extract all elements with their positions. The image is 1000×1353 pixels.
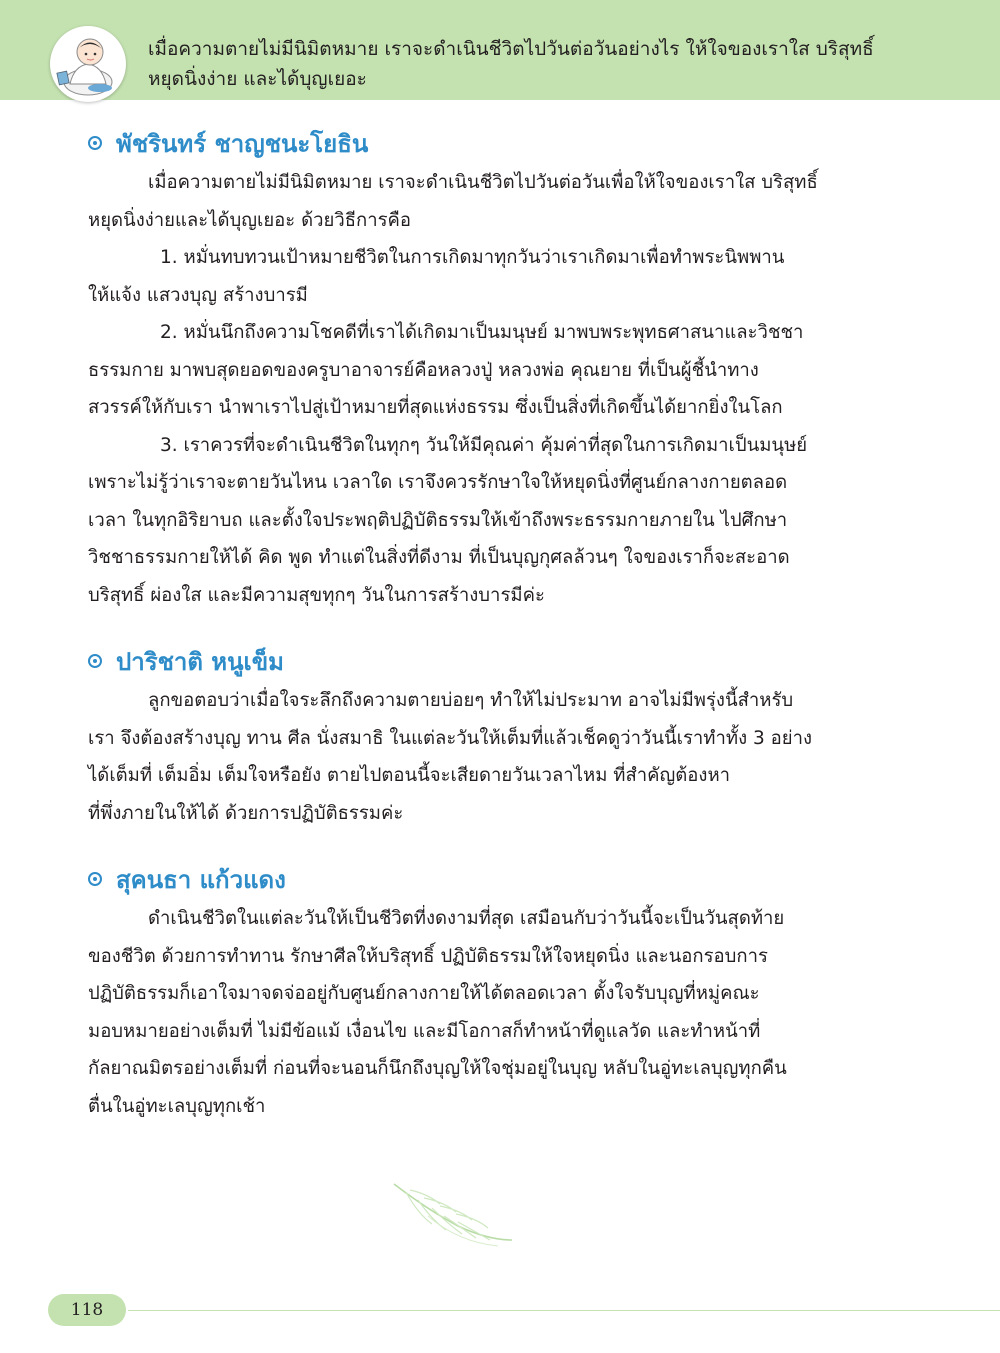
paragraph [88, 314, 854, 427]
text-line: วิชชาธรรมกายให้ได้ คิด พูด ทำแต่ในสิ่งที่ดีงาม ที่เป็นบุญกุศลล้วนๆ ใจของเราก็จะสะอาด [88, 547, 790, 568]
header-line-1: เมื่อความตายไม่มีนิมิตหมาย เราจะดำเนินชีวิตไปวันต่อวันอย่างไร ให้ใจของเราใส บริสุทธิ์ [148, 38, 874, 60]
paragraph [88, 900, 854, 1125]
monk-cartoon-icon-drawing [50, 26, 126, 102]
page-number: 118 [48, 1294, 126, 1326]
section-heading-text: สุคนธา แก้วแดง [116, 865, 286, 894]
text-line: ได้เต็มที่ เต็มอิ่ม เต็มใจหรือยัง ตายไปตอนนี้จะเสียดายวันเวลาไหม ที่สำคัญต้องหา [88, 765, 731, 786]
text-line: เพราะไม่รู้ว่าเราจะตายวันไหน เวลาใด เราจึงควรรักษาใจให้หยุดนิ่งที่ศูนย์กลางกายตลอด [88, 472, 788, 493]
section-heading [88, 122, 854, 164]
text-line: ให้แจ้ง แสวงบุญ สร้างบารมี [88, 284, 308, 306]
text-line: เมื่อความตายไม่มีนิมิตหมาย เราจะดำเนินชีวิตไปวันต่อวันเพื่อให้ใจของเราใส บริสุทธิ์ [148, 172, 818, 193]
text-line: 3. เราควรที่จะดำเนินชีวิตในทุกๆ วันให้มีคุณค่า คุ้มค่าที่สุดในการเกิดมาเป็นมนุษย์ [160, 434, 808, 456]
section-heading-text: ปาริชาติ หนูเข็ม [116, 647, 284, 676]
paragraph [88, 239, 854, 314]
bullet-icon [88, 872, 102, 886]
section-heading [88, 640, 854, 682]
text-line: ดำเนินชีวิตในแต่ละวันให้เป็นชีวิตที่งดงามที่สุด เสมือนกับว่าวันนี้จะเป็นวันสุดท้าย [148, 908, 785, 929]
bullet-icon [88, 136, 102, 150]
header-line-2: หยุดนิ่งง่าย และได้บุญเยอะ [148, 68, 367, 90]
section-heading [88, 858, 854, 900]
footer-divider [128, 1310, 1000, 1311]
header-title [148, 34, 978, 94]
feather-icon [388, 1180, 518, 1250]
text-line: เรา จึงต้องสร้างบุญ ทาน ศีล นั่งสมาธิ ในแต่ละวันให้เต็มที่แล้วเช็คดูว่าวันนี้เราทำทั้ง 3 อย่าง [88, 727, 813, 749]
text-line: บริสุทธิ์ ผ่องใส และมีความสุขทุกๆ วันในการสร้างบารมีค่ะ [88, 584, 545, 606]
text-line: หยุดนิ่งง่ายและได้บุญเยอะ ด้วยวิธีการคือ [88, 209, 412, 231]
section-3 [88, 858, 854, 1125]
text-line: ที่พึ่งภายในให้ได้ ด้วยการปฏิบัติธรรมค่ะ [88, 802, 404, 824]
text-line: 2. หมั่นนึกถึงความโชคดีที่เราได้เกิดมาเป็นมนุษย์ มาพบพระพุทธศาสนาและวิชชา [160, 322, 804, 343]
bullet-icon [88, 654, 102, 668]
monk-cartoon-icon [50, 26, 126, 102]
section-1 [88, 122, 854, 614]
section-2 [88, 640, 854, 832]
paragraph [88, 164, 854, 239]
text-line: ธรรมกาย มาพบสุดยอดของครูบาอาจารย์คือหลวงปู่ หลวงพ่อ คุณยาย ที่เป็นผู้ชี้นำทาง [88, 359, 759, 381]
text-line: ตื่นในอู่ทะเลบุญทุกเช้า [88, 1095, 266, 1117]
text-line: 1. หมั่นทบทวนเป้าหมายชีวิตในการเกิดมาทุกวันว่าเราเกิดมาเพื่อทำพระนิพพาน [160, 247, 785, 268]
text-line: ปฏิบัติธรรมก็เอาใจมาจดจ่ออยู่กับศูนย์กลางกายให้ได้ตลอดเวลา ตั้งใจรับบุญที่หมู่คณะ [88, 983, 760, 1004]
text-line: สวรรค์ให้กับเรา นำพาเราไปสู่เป้าหมายที่สุดแห่งธรรม ซึ่งเป็นสิ่งที่เกิดขึ้นได้ยากยิ่งในโลก [88, 397, 783, 418]
paragraph [88, 427, 854, 615]
section-heading-text: พัชรินทร์ ชาญชนะโยธิน [116, 129, 369, 158]
text-line: ลูกขอตอบว่าเมื่อใจระลึกถึงความตายบ่อยๆ ทำให้ไม่ประมาท อาจไม่มีพรุ่งนี้สำหรับ [148, 690, 794, 711]
text-line: เวลา ในทุกอิริยาบถ และตั้งใจประพฤติปฏิบัติธรรมให้เข้าถึงพระธรรมกายภายใน ไปศึกษา [88, 509, 788, 531]
paragraph [88, 682, 854, 832]
text-line: มอบหมายอย่างเต็มที่ ไม่มีข้อแม้ เงื่อนไข และมีโอกาสก็ทำหน้าที่ดูแลวัด และทำหน้าที่ [88, 1020, 761, 1042]
text-line: ของชีวิต ด้วยการทำทาน รักษาศีลให้บริสุทธิ์ ปฏิบัติธรรมให้ใจหยุดนิ่ง และนอกรอบการ [88, 945, 768, 967]
text-line: กัลยาณมิตรอย่างเต็มที่ ก่อนที่จะนอนก็นึกถึงบุญให้ใจชุ่มอยู่ในบุญ หลับในอู่ทะเลบุญทุกคืน [88, 1058, 787, 1079]
main-content [88, 122, 854, 1151]
